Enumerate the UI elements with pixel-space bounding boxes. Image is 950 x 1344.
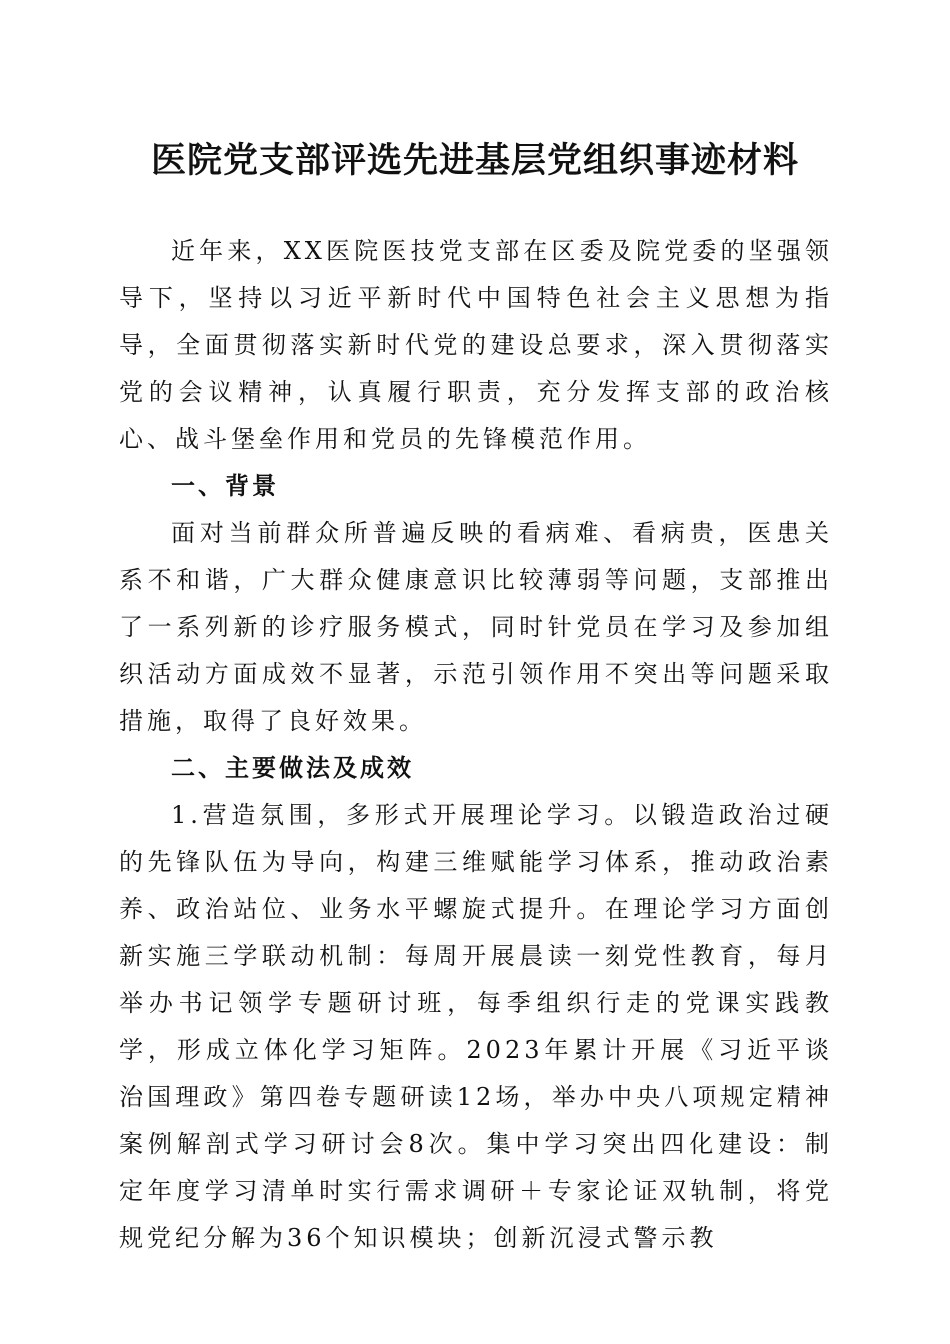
document-title: 医院党支部评选先进基层党组织事迹材料 xyxy=(150,140,799,181)
document-body xyxy=(119,228,833,1262)
intro-paragraph: 近年来，XX医院医技党支部在区委及院党委的坚强领导下，坚持以习近平新时代中国特色社会主义思想为指导，全面贯彻落实新时代党的建设总要求，深入贯彻落实党的会议精神，认真履行职责，充分发挥支部的政治核心、战斗堡垒作用和党员的先锋模范作用。 xyxy=(119,237,833,453)
section-heading-practices: 二、主要做法及成效 xyxy=(171,754,414,782)
background-paragraph: 面对当前群众所普遍反映的看病难、看病贵，医患关系不和谐，广大群众健康意识比较薄弱等问题，支部推出了一系列新的诊疗服务模式，同时针党员在学习及参加组织活动方面成效不显著，示范引领作用不突出等问题采取措施，取得了良好效果。 xyxy=(119,519,833,735)
practices-paragraph: 1.营造氛围，多形式开展理论学习。以锻造政治过硬的先锋队伍为导向，构建三维赋能学习体系，推动政治素养、政治站位、业务水平螺旋式提升。在理论学习方面创新实施三学联动机制：每周开展晨读一刻党性教育，每月举办书记领学专题研讨班，每季组织行走的党课实践教学，形成立体化学习矩阵。2023年累计开展《习近平谈治国理政》第四卷专题研读12场，举办中央八项规定精神案例解剖式学习研讨会8次。集中学习突出四化建设：制定年度学习清单时实行需求调研＋专家论证双轨制，将党规党纪分解为36个知识模块；创新沉浸式警示教 xyxy=(119,801,833,1252)
section-heading-background: 一、背景 xyxy=(171,472,279,500)
